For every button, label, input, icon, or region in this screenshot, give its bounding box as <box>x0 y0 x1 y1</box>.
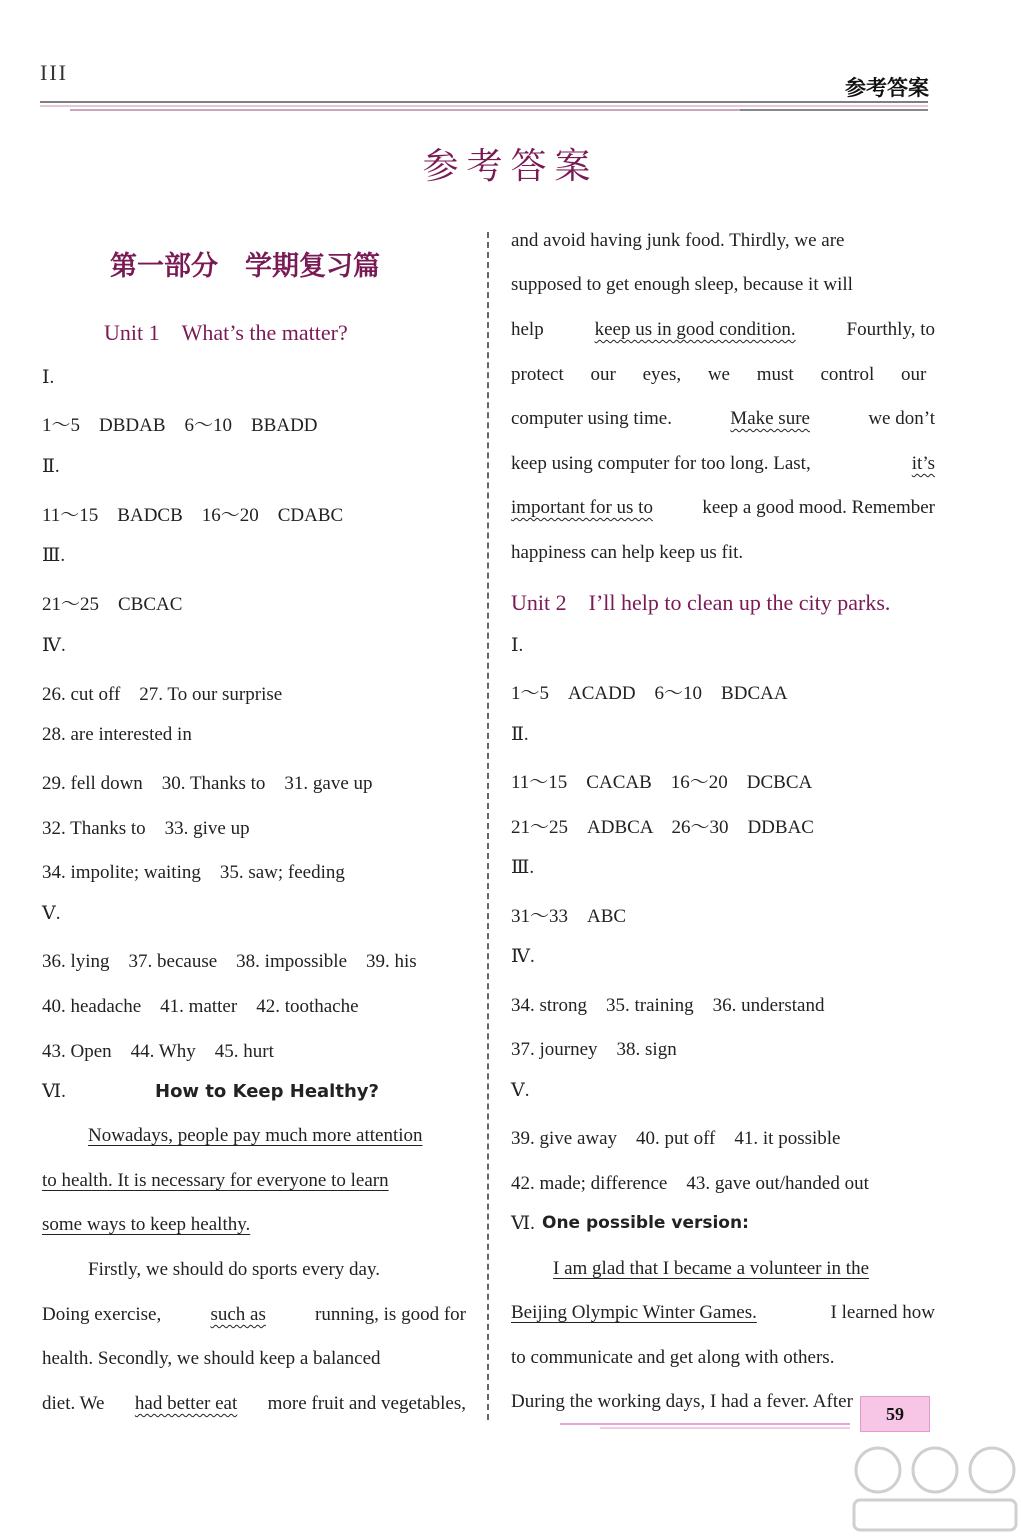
essay-text: I learned how <box>830 1302 935 1323</box>
page-number: 59 <box>860 1396 930 1432</box>
answer-line: 43. Open 44. Why 45. hurt <box>42 1041 274 1062</box>
vi-label: Ⅵ. <box>42 1081 66 1102</box>
vi-heading: One possible version: <box>542 1213 749 1233</box>
essay-text: keep using computer for too long. Last, <box>511 453 811 474</box>
answer-line: Ⅰ. <box>42 367 55 388</box>
answer-line: Ⅱ. <box>511 724 529 745</box>
essay-line <box>511 453 935 475</box>
answer-line: Ⅳ. <box>42 635 66 656</box>
answer-line: 40. headache 41. matter 42. toothache <box>42 996 359 1017</box>
essay-phrase: Make sure <box>730 408 810 429</box>
answer-line: 31～33 ABC <box>511 906 627 927</box>
answer-line: 34. strong 35. training 36. understand <box>511 995 825 1016</box>
answer-line: Ⅲ. <box>511 857 535 878</box>
essay-phrase: important for us to <box>511 497 653 518</box>
essay-line: I am glad that I became a volunteer in the <box>553 1258 870 1279</box>
answer-line: Ⅴ. <box>511 1080 530 1101</box>
answer-line: Ⅱ. <box>42 456 60 477</box>
column-divider <box>487 232 489 1420</box>
essay-text: computer using time. <box>511 408 672 429</box>
answer-line: 21～25 ADBCA 26～30 DDBAC <box>511 817 814 838</box>
essay-text: diet. We <box>42 1393 105 1414</box>
answer-line: 1～5 DBDAB 6～10 BBADD <box>42 415 318 436</box>
essay-text: we don’t <box>868 408 935 429</box>
essay-line: some ways to keep healthy. <box>42 1214 251 1235</box>
answer-line: Ⅳ. <box>511 946 535 967</box>
essay-text: keep a good mood. Remember <box>702 497 935 518</box>
essay-phrase: it’s <box>911 453 935 474</box>
answer-line: 42. made; difference 43. gave out/handed out <box>511 1173 869 1194</box>
answer-line: 11～15 CACAB 16～20 DCBCA <box>511 772 813 793</box>
answer-line: Ⅴ. <box>42 903 61 924</box>
answer-line: 39. give away 40. put off 41. it possible <box>511 1128 841 1149</box>
answer-line: 11～15 BADCB 16～20 CDABC <box>42 505 344 526</box>
answer-line: 37. journey 38. sign <box>511 1039 677 1060</box>
answer-line: 29. fell down 30. Thanks to 31. gave up <box>42 773 373 794</box>
answer-line: 36. lying 37. because 38. impossible 39. his <box>42 951 417 972</box>
footer-rule <box>560 1420 850 1432</box>
answer-line: 28. are interested in <box>42 724 192 745</box>
essay-line: During the working days, I had a fever. After <box>511 1391 853 1412</box>
unit1-title: Unit 1 What’s the matter? <box>104 320 348 345</box>
essay-text: Fourthly, to <box>846 319 935 340</box>
vi-label: Ⅵ. <box>511 1213 535 1234</box>
answer-line: Ⅲ. <box>42 545 66 566</box>
answer-line: 26. cut off 27. To our surprise <box>42 684 283 705</box>
answer-line: Ⅰ. <box>511 635 524 656</box>
answer-line: 32. Thanks to 33. give up <box>42 818 250 839</box>
essay-line: Nowadays, people pay much more attention <box>88 1125 423 1146</box>
essay-line: supposed to get enough sleep, because it will <box>511 274 853 295</box>
essay-phrase: keep us in good condition. <box>594 319 796 340</box>
essay-line <box>511 1302 935 1324</box>
essay-line: to health. It is necessary for everyone to learn <box>42 1170 389 1191</box>
essay-text: Doing exercise, <box>42 1304 162 1325</box>
essay-line: and avoid having junk food. Thirdly, we are <box>511 230 845 251</box>
watermark-logo <box>850 1440 1020 1536</box>
essay-line: to communicate and get along with others. <box>511 1347 835 1368</box>
essay-line <box>511 497 935 519</box>
essay-line: Firstly, we should do sports every day. <box>88 1259 381 1280</box>
essay-text: more fruit and vegetables, <box>267 1393 466 1414</box>
essay-text: running, is good for <box>315 1304 466 1325</box>
section-title: 第一部分 学期复习篇 <box>110 251 380 282</box>
header-decoration: III <box>40 60 68 85</box>
answer-line: 21～25 CBCAC <box>42 594 183 615</box>
answer-line: 34. impolite; waiting 35. saw; feeding <box>42 862 345 883</box>
unit2-title: Unit 2 I’ll help to clean up the city parks. <box>511 590 891 615</box>
essay-phrase: such as <box>210 1304 266 1325</box>
essay-line <box>511 408 935 430</box>
essay-phrase: Beijing Olympic Winter Games. <box>511 1302 757 1323</box>
essay-line <box>42 1393 466 1415</box>
essay-line: protect our eyes, we must control our <box>511 364 927 385</box>
essay-line <box>42 1304 466 1326</box>
essay-text: help <box>511 319 544 340</box>
essay-title: How to Keep Healthy? <box>155 1081 379 1102</box>
page-title: 参考答案 <box>422 146 599 187</box>
essay-line: health. Secondly, we should keep a balanced <box>42 1348 381 1369</box>
essay-phrase: had better eat <box>134 1393 238 1414</box>
header-title: 参考答案 <box>845 76 929 100</box>
answer-line: 1～5 ACADD 6～10 BDCAA <box>511 683 788 704</box>
header-rule <box>40 100 928 114</box>
essay-line: happiness can help keep us fit. <box>511 542 744 563</box>
essay-line <box>511 319 935 341</box>
